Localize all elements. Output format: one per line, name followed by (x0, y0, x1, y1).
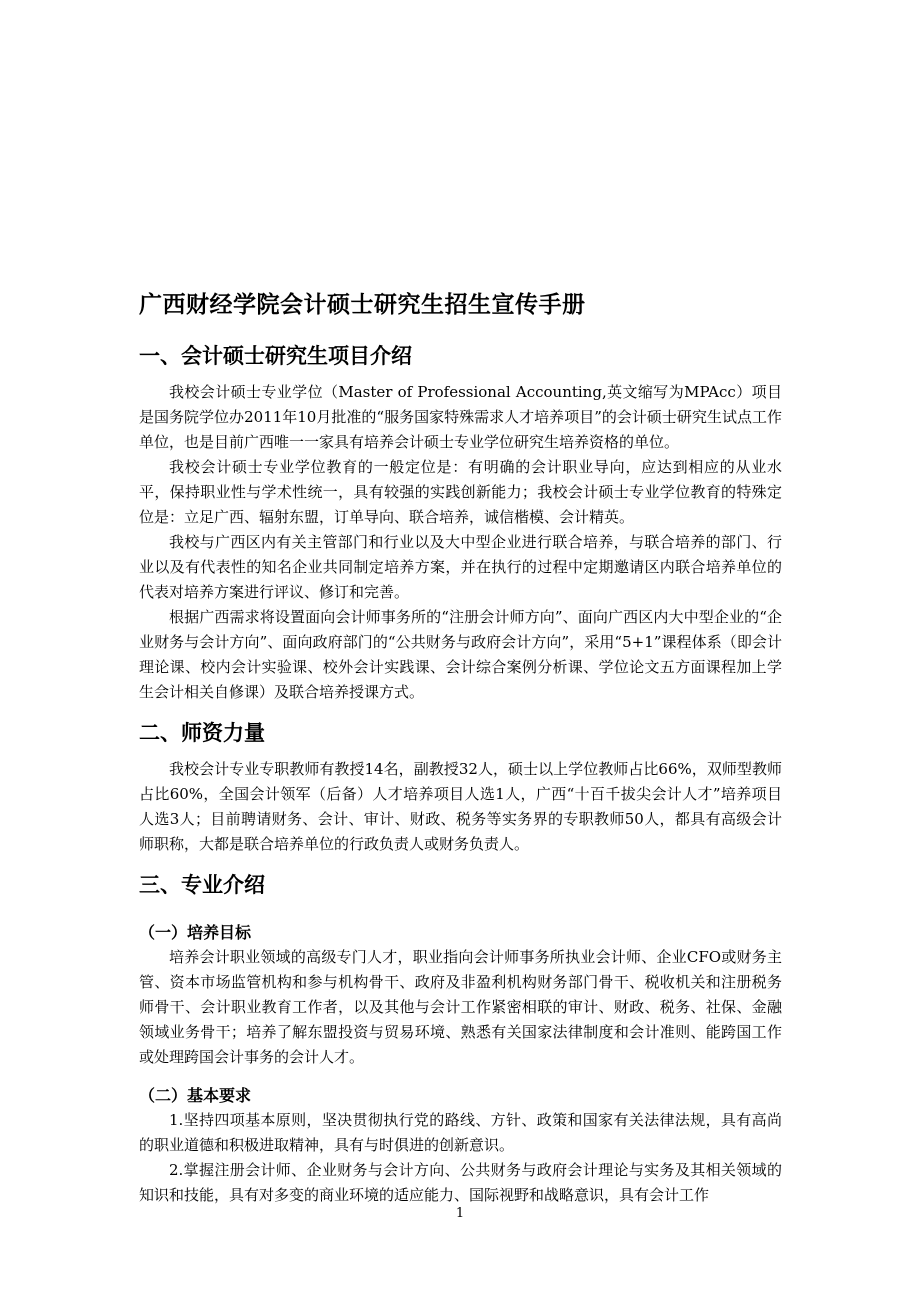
section-heading-faculty: 二、师资力量 (139, 721, 265, 745)
section-heading-major-intro: 三、专业介绍 (139, 873, 265, 897)
paragraph: 根据广西需求将设置面向会计师事务所的“注册会计师方向”、面向广西区内大中型企业的“企业财务与会计方向”、面向政府部门的“公共财务与政府会计方向”，采用“5+1”课程体系（即会计理论课、校内会计实验课、校外会计实践课、会计综合案例分析课、学位论文五方面课程加上学生会计相关自修课）及联合培养授课方式。 (139, 608, 782, 701)
section-heading-program-intro: 一、会计硕士研究生项目介绍 (139, 344, 412, 368)
paragraph: 我校会计硕士专业学位教育的一般定位是：有明确的会计职业导向，应达到相应的从业水平，保持职业性与学术性统一，具有较强的实践创新能力；我校会计硕士专业学位教育的特殊定位是：立足广西、辐射东盟，订单导向、联合培养，诚信楷模、会计精英。 (139, 458, 782, 526)
paragraph: 2.掌握注册会计师、企业财务与会计方向、公共财务与政府会计理论与实务及其相关领域的知识和技能，具有对多变的商业环境的适应能力、国际视野和战略意识，具有会计工作 (139, 1161, 782, 1204)
subsection-heading-basic-requirements: （二）基本要求 (139, 1086, 252, 1105)
page-number: 1 (455, 1206, 465, 1221)
subsection-heading-training-goals: （一）培养目标 (139, 923, 252, 942)
document-body (139, 282, 782, 1208)
paragraph: 我校会计专业专职教师有教授14名，副教授32人，硕士以上学位教师占比66%，双师型教师占比60%，全国会计领军（后备）人才培养项目人选1人，广西“十百千拔尖会计人才”培养项目人选3人；目前聘请财务、会计、审计、财政、税务等实务界的专职教师50人，都具有高级会计师职称，大都是联合培养单位的行政负责人或财务负责人。 (139, 760, 782, 853)
paragraph: 1.坚持四项基本原则，坚决贯彻执行党的路线、方针、政策和国家有关法律法规，具有高尚的职业道德和积极进取精神，具有与时俱进的创新意识。 (139, 1111, 782, 1154)
paragraph: 我校与广西区内有关主管部门和行业以及大中型企业进行联合培养，与联合培养的部门、行业以及有代表性的知名企业共同制定培养方案，并在执行的过程中定期邀请区内联合培养单位的代表对培养方案进行评议、修订和完善。 (139, 533, 782, 601)
document-title: 广西财经学院会计硕士研究生招生宣传手册 (139, 292, 586, 318)
paragraph: 我校会计硕士专业学位（Master of Professional Accounting,英文缩写为MPAcc）项目是国务院学位办2011年10月批准的“服务国家特殊需求人才培养项目”的会计硕士研究生试点工作单位，也是目前广西唯一一家具有培养会计硕士专业学位研究生培养资格的单位。 (139, 383, 782, 451)
paragraph: 培养会计职业领域的高级专门人才，职业指向会计师事务所执业会计师、企业CFO或财务主管、资本市场监管机构和参与机构骨干、政府及非盈利机构财务部门骨干、税收机关和注册税务师骨干、会计职业教育工作者，以及其他与会计工作紧密相联的审计、财政、税务、社保、金融领域业务骨干；培养了解东盟投资与贸易环境、熟悉有关国家法律制度和会计准则、能跨国工作或处理跨国会计事务的会计人才。 (139, 948, 782, 1066)
